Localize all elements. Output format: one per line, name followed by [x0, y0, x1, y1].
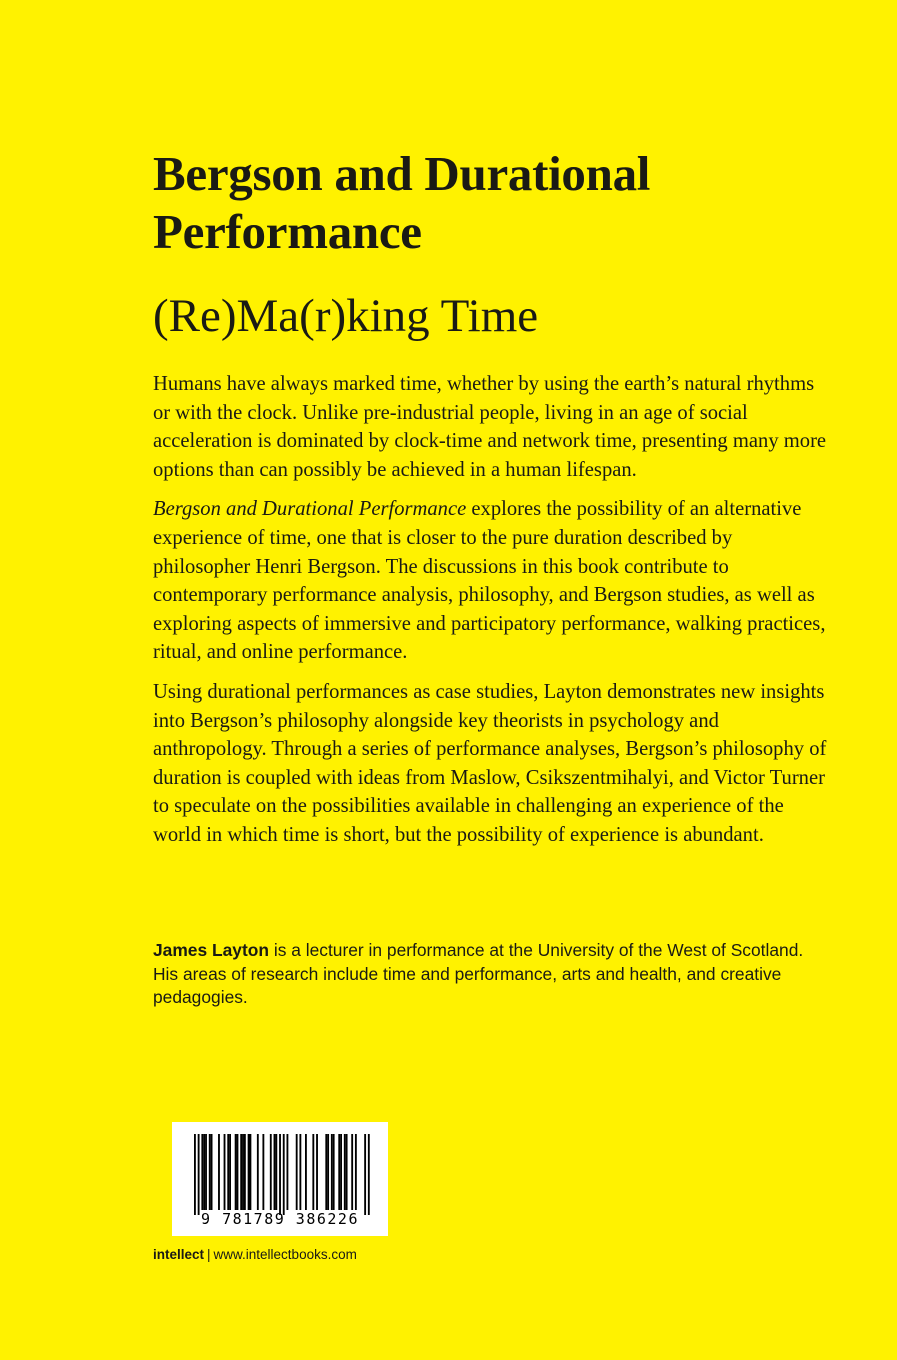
- barcode-bar: [275, 1134, 277, 1210]
- publisher-name: intellect: [153, 1247, 205, 1262]
- barcode-bar: [270, 1134, 272, 1210]
- barcode-bar: [244, 1134, 246, 1210]
- barcode-bar: [203, 1134, 205, 1210]
- author-bio-text: is a lecturer in performance at the University of the West of Scotland. His areas of research include time and performance, arts and health, and creative pedagogies.: [153, 940, 804, 1007]
- barcode-bar: [229, 1134, 231, 1210]
- barcode-bar: [340, 1134, 342, 1210]
- barcode-bar: [198, 1134, 200, 1215]
- blurb-paragraph-2: [153, 495, 833, 667]
- barcode-bar: [205, 1134, 207, 1210]
- barcode-bar: [224, 1134, 226, 1210]
- publisher-line: [153, 1246, 357, 1264]
- barcode-bar: [227, 1134, 229, 1210]
- barcode-bar: [279, 1134, 281, 1215]
- publisher-separator: |: [207, 1247, 211, 1262]
- barcode-bar: [218, 1134, 220, 1210]
- barcode-bar: [211, 1134, 213, 1210]
- book-title: Bergson and Durational Performance: [153, 146, 651, 259]
- isbn-barcode: [172, 1122, 388, 1236]
- barcode-bar: [351, 1134, 353, 1210]
- barcode-bar: [368, 1134, 370, 1215]
- barcode-bar: [299, 1134, 301, 1210]
- barcode-bar: [262, 1134, 264, 1210]
- barcode-bar: [344, 1134, 346, 1210]
- barcode-bar: [194, 1134, 196, 1215]
- barcode-bar: [333, 1134, 335, 1210]
- publisher-website-link[interactable]: www.intellectbooks.com: [213, 1247, 357, 1262]
- barcode-bar: [283, 1134, 285, 1215]
- blurb-paragraph-1: Humans have always marked time, whether by using the earth’s natural rhythms or with the clock. Unlike pre-industrial people, living in an age of social acceleration is dominated by clock-time and network time, presenting many more options than can possibly be achieved in a human lifespan.: [153, 373, 827, 481]
- book-subtitle: (Re)Ma(r)king Time: [153, 290, 539, 342]
- barcode-bar: [287, 1134, 289, 1210]
- blurb-book-title-italic: Bergson and Durational Performance: [153, 498, 467, 521]
- barcode-bar: [331, 1134, 333, 1210]
- barcode-bar: [274, 1134, 276, 1210]
- author-name: James Layton: [153, 940, 269, 960]
- barcode-bar: [235, 1134, 237, 1210]
- barcode-bar: [364, 1134, 366, 1215]
- isbn-number: 9 781789 386226: [201, 1210, 359, 1228]
- barcode-bar: [346, 1134, 348, 1210]
- barcode-bar: [327, 1134, 329, 1210]
- barcode-bar: [248, 1134, 250, 1210]
- barcode-bar: [296, 1134, 298, 1210]
- barcode-bar: [250, 1134, 252, 1210]
- barcode-bar: [355, 1134, 357, 1210]
- blurb: [153, 370, 833, 861]
- barcode-bar: [237, 1134, 239, 1210]
- barcode-bar: [305, 1134, 307, 1210]
- barcode-bar: [209, 1134, 211, 1210]
- barcode-bar: [325, 1134, 327, 1210]
- barcode-bar: [240, 1134, 242, 1210]
- barcode-bar: [242, 1134, 244, 1210]
- blurb-paragraph-2-text: explores the possibility of an alternative experience of time, one that is closer to the pure duration described by philosopher Henri Bergson. The discussions in this book contribute to contemporary performance analysis, philosophy, and Bergson studies, as well as exploring aspects of immersive and participatory performance, walking practices, ritual, and online performance.: [153, 498, 826, 664]
- blurb-paragraph-3: Using durational performances as case studies, Layton demonstrates new insights into Bergson’s philosophy alongside key theorists in psychology and anthropology. Through a series of performance analyses, Bergson’s philosophy of duration is coupled with ideas from Maslow, Csikszentmihalyi, and Victor Turner to speculate on the possibilities available in challenging an experience of the world in which time is short, but the possibility of experience is abundant.: [153, 680, 827, 846]
- author-bio: [153, 939, 813, 1010]
- barcode-bar: [257, 1134, 259, 1210]
- barcode-bar: [316, 1134, 318, 1210]
- barcode-bar: [338, 1134, 340, 1210]
- barcode-bar: [201, 1134, 203, 1210]
- barcode-bar: [312, 1134, 314, 1210]
